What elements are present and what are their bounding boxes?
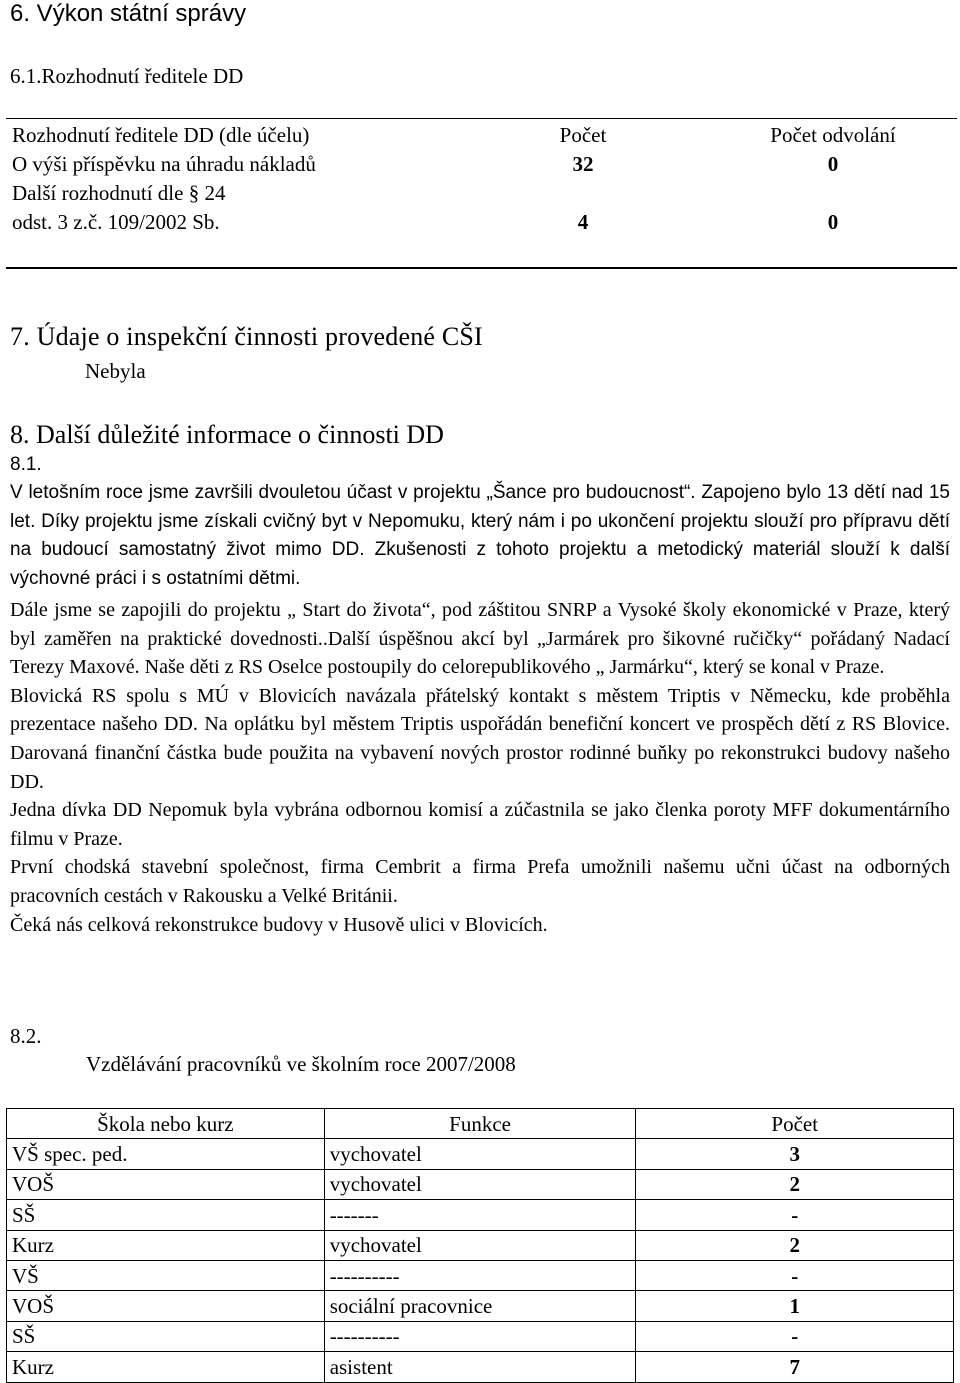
education-role: vychovatel xyxy=(324,1169,636,1199)
education-role: vychovatel xyxy=(324,1139,636,1169)
section-6-title: 6. Výkon státní správy xyxy=(10,0,247,27)
education-school: Kurz xyxy=(7,1352,325,1382)
table-row xyxy=(7,1321,954,1351)
education-school: SŠ xyxy=(7,1321,325,1351)
education-count: 7 xyxy=(636,1352,954,1382)
section-8-title: 8. Další důležité informace o činnosti DD xyxy=(10,420,444,449)
table-row xyxy=(7,1291,954,1321)
education-count: 2 xyxy=(636,1169,954,1199)
table-row xyxy=(7,1230,954,1260)
education-count: - xyxy=(636,1260,954,1290)
section-8-2-title: Vzdělávání pracovníků ve školním roce 2007/2008 xyxy=(86,1052,516,1076)
section-7-title: 7. Údaje o inspekční činnosti provedené CŠI xyxy=(10,322,483,351)
education-role: asistent xyxy=(324,1352,636,1382)
decisions-header-count: Počet xyxy=(559,123,607,147)
section-8-1-title: 8.1. xyxy=(10,454,42,475)
decisions-row2-label-line2: odst. 3 z.č. 109/2002 Sb. xyxy=(12,210,220,234)
education-role: ------- xyxy=(324,1200,636,1230)
decisions-row1-count: 32 xyxy=(572,152,594,176)
section-8-1-paragraph-project: V letošním roce jsme završili dvouletou účast v projektu „Šance pro budoucnost“. Zapojeno bylo 13 dětí nad 15 let. Díky projektu jsme získali cvičný byt v Nepomuku, který nám i po ukončení projektu slouží pro přípravu dětí na budoucí samostatný život mimo DD. Zkušenosti z tohoto projektu a metodický materiál slouží k další výchovné práci i s ostatními dětmi. xyxy=(10,482,950,589)
education-role: vychovatel xyxy=(324,1230,636,1260)
section-6-1-title: 6.1.Rozhodnutí ředitele DD xyxy=(10,64,244,88)
education-header-count: Počet xyxy=(636,1109,954,1139)
education-table xyxy=(6,1108,954,1383)
decisions-row2-count: 4 xyxy=(577,210,589,234)
education-school: VŠ xyxy=(7,1260,325,1290)
table-row xyxy=(7,1352,954,1382)
education-count: - xyxy=(636,1321,954,1351)
paragraph-mff-jury: Jedna dívka DD Nepomuk byla vybrána odbornou komisí a zúčastnila se jako členka poroty MFF dokumentárního filmu v Praze. xyxy=(10,799,950,850)
education-header-role: Funkce xyxy=(324,1109,636,1139)
paragraph-reconstruction: Čeká nás celková rekonstrukce budovy v Husově ulici v Blovicích. xyxy=(10,913,548,936)
decisions-row1-label: O výši příspěvku na úhradu nákladů xyxy=(12,152,316,176)
section-7-text: Nebyla xyxy=(85,359,146,383)
paragraph-study-trips: První chodská stavební společnost, firma Cembrit a firma Prefa umožnili našemu učni účast na odborných pracovních cestách v Rakousku a Velké Británii. xyxy=(10,856,950,907)
education-count: 2 xyxy=(636,1230,954,1260)
education-header-school: Škola nebo kurz xyxy=(7,1109,325,1139)
decisions-row2-appeals: 0 xyxy=(827,210,839,234)
education-school: VOŠ xyxy=(7,1169,325,1199)
education-role: ---------- xyxy=(324,1260,636,1290)
decisions-row2-label-line1: Další rozhodnutí dle § 24 xyxy=(12,181,226,205)
education-school: VOŠ xyxy=(7,1291,325,1321)
paragraph-start-do-zivota: Dále jsme se zapojili do projektu „ Start do života“, pod záštitou SNRP a Vysoké školy ekonomické v Praze, který byl zaměřen na praktické dovednosti..Další úspěšnou akcí byl „Jarmárek pro šikovné ručičky“ pořádaný Nadací Terezy Maxové. Naše děti z RS Oselce postoupily do celorepublikového „ Jarmárku“, který se konal v Praze. xyxy=(10,599,950,679)
education-count: 3 xyxy=(636,1139,954,1169)
education-school: SŠ xyxy=(7,1200,325,1230)
section-8-2-number: 8.2. xyxy=(10,1024,42,1048)
decisions-row1-appeals: 0 xyxy=(827,152,839,176)
education-school: Kurz xyxy=(7,1230,325,1260)
education-role: ---------- xyxy=(324,1321,636,1351)
education-header-row xyxy=(7,1109,954,1139)
education-role: sociální pracovnice xyxy=(324,1291,636,1321)
paragraph-blovicka-rs: Blovická RS spolu s MÚ v Blovicích navázala přátelský kontakt s městem Triptis v Německu, kde proběhla prezentace našeho DD. Na oplátku byl městem Triptis uspořádán benefiční koncert ve prospěch dětí z RS Blovice. Darovaná finanční částka bude použita na vybavení nových prostor rodinné buňky po rekonstrukci budovy našeho DD. xyxy=(10,684,950,793)
table-row xyxy=(7,1200,954,1230)
decisions-table xyxy=(6,118,957,269)
education-school: VŠ spec. ped. xyxy=(7,1139,325,1169)
table-row xyxy=(7,1260,954,1290)
table-row xyxy=(7,1169,954,1199)
decisions-header-appeals: Počet odvolání xyxy=(770,123,896,147)
table-row xyxy=(7,1139,954,1169)
decisions-header-purpose: Rozhodnutí ředitele DD (dle účelu) xyxy=(12,123,310,147)
section-8-1-paragraphs xyxy=(10,596,950,939)
education-count: - xyxy=(636,1200,954,1230)
education-count: 1 xyxy=(636,1291,954,1321)
